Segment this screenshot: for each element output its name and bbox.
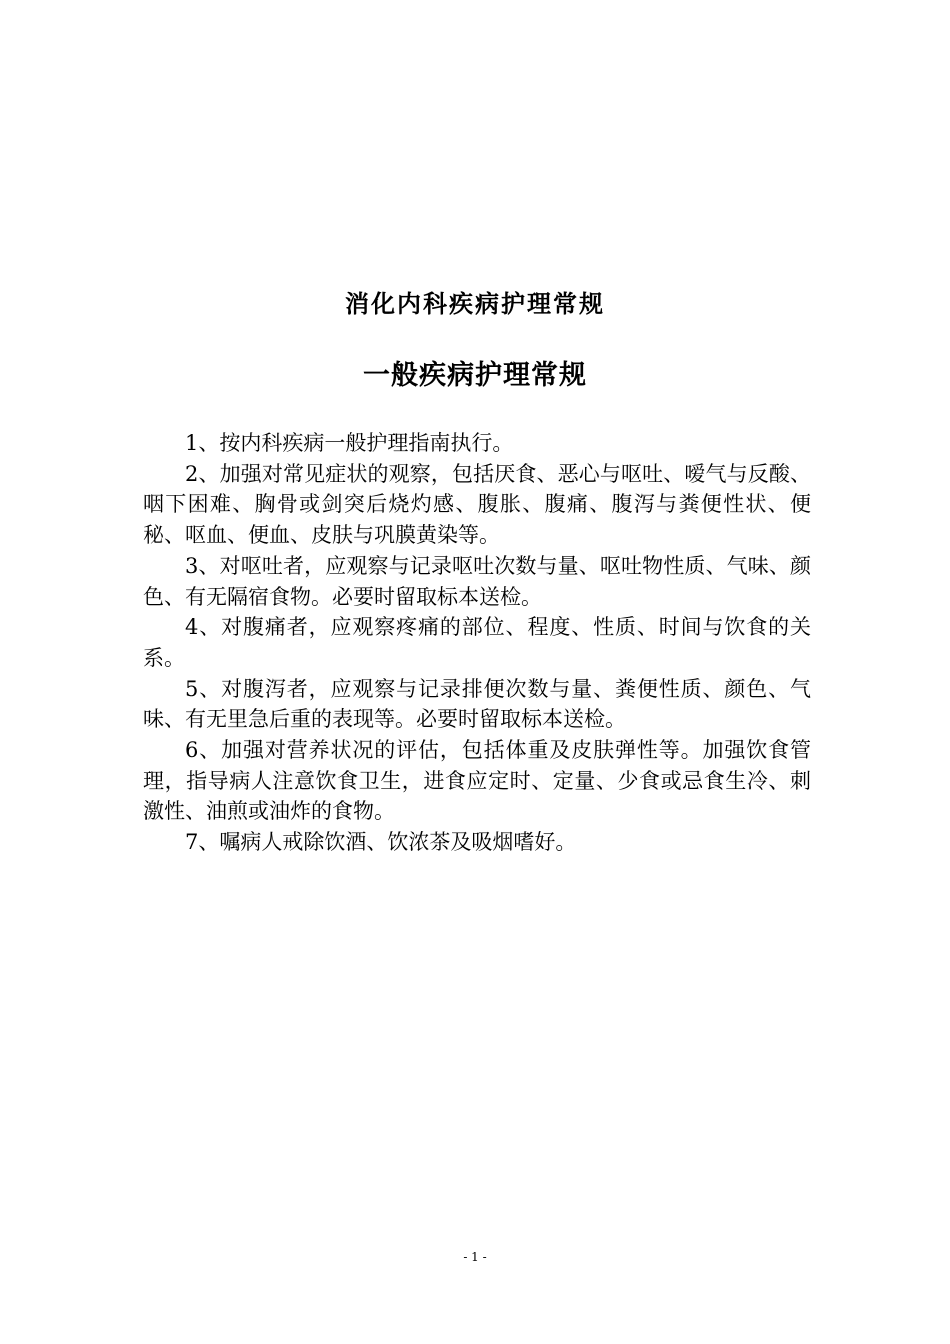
paragraph-6: 6、加强对营养状况的评估，包括体重及皮肤弹性等。加强饮食管理，指导病人注意饮食卫生，进食应定时、定量、少食或忌食生冷、刺激性、油煎或油炸的食物。: [143, 738, 811, 824]
document-title: 消化内科疾病护理常规: [345, 290, 605, 318]
paragraph-7: 7、嘱病人戒除饮酒、饮浓茶及吸烟嗜好。: [185, 830, 577, 855]
page-number: - 1 -: [463, 1250, 487, 1264]
paragraph-2: 2、加强对常见症状的观察，包括厌食、恶心与呕吐、嗳气与反酸、咽下困难、胸骨或剑突后烧灼感、腹胀、腹痛、腹泻与粪便性状、便秘、呕血、便血、皮肤与巩膜黄染等。: [143, 461, 811, 548]
body-text: [143, 428, 811, 858]
paragraph-5: 5、对腹泻者，应观察与记录排便次数与量、粪便性质、颜色、气味、有无里急后重的表现等。必要时留取标本送检。: [143, 676, 811, 732]
paragraph-1: 1、按内科疾病一般护理指南执行。: [185, 431, 514, 455]
paragraph-4: 4、对腹痛者，应观察疼痛的部位、程度、性质、时间与饮食的关系。: [143, 615, 811, 670]
paragraph-3: 3、对呕吐者，应观察与记录呕吐次数与量、呕吐物性质、气味、颜色、有无隔宿食物。必要时留取标本送检。: [143, 553, 811, 609]
section-heading: 一般疾病护理常规: [363, 360, 587, 391]
